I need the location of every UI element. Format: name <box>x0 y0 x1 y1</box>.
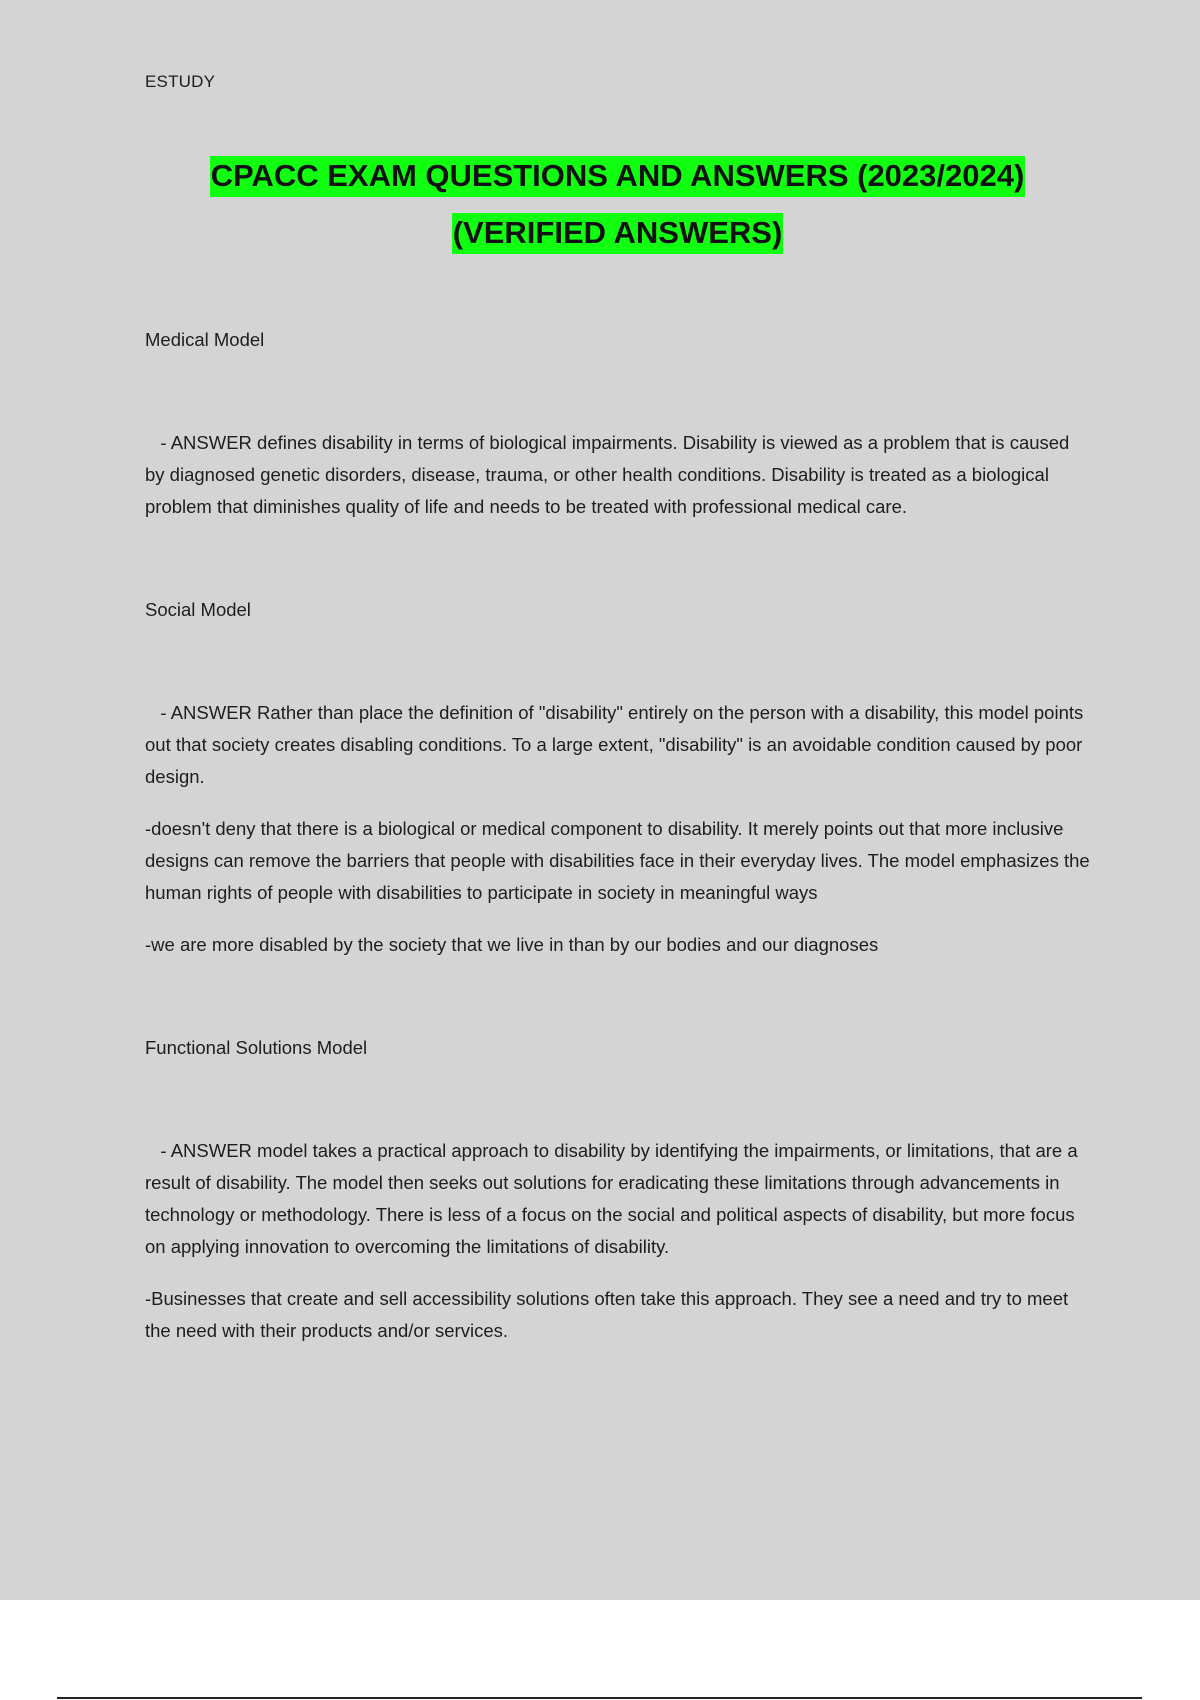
title-line-1: CPACC EXAM QUESTIONS AND ANSWERS (2023/2024) <box>210 156 1026 197</box>
answer-text: - ANSWER model takes a practical approach to disability by identifying the impairments, or limitations, that are a result of disability. The model then seeks out solutions for eradicating these limitations through advancements in technology or methodology. There is less of a focus on the social and political aspects of disability, but more focus on applying innovation to overcoming the limitations of disability. <box>145 1140 1083 1257</box>
qa-content <box>145 324 1090 1347</box>
document-header: ESTUDY <box>145 72 216 91</box>
question-term: Functional Solutions Model <box>145 1037 368 1058</box>
question-term: Medical Model <box>145 329 265 350</box>
answer-note: -doesn't deny that there is a biological or medical component to disability. It merely points out that more inclusive designs can remove the barriers that people with disabilities face in their everyday lives. The model emphasizes the human rights of people with disabilities to participate in society in meaningful ways <box>145 818 1090 903</box>
answer-text: - ANSWER Rather than place the definition of "disability" entirely on the person with a disability, this model points out that society creates disabling conditions. To a large extent, "disability" is an avoidable condition caused by poor design. <box>145 702 1089 787</box>
footer-divider <box>57 1697 1142 1699</box>
answer-note: -Businesses that create and sell accessibility solutions often take this approach. They see a need and try to meet the need with their products and/or services. <box>145 1288 1069 1341</box>
answer-text: - ANSWER defines disability in terms of biological impairments. Disability is viewed as a problem that is caused by diagnosed genetic disorders, disease, trauma, or other health conditions. Disability is treated as a biological problem that diminishes quality of life and needs to be treated with professional medical care. <box>145 432 1075 517</box>
title-line-2: (VERIFIED ANSWERS) <box>452 213 784 254</box>
answer-note: -we are more disabled by the society that we live in than by our bodies and our diagnoses <box>145 934 879 955</box>
question-term: Social Model <box>145 599 251 620</box>
document-title <box>0 150 1200 264</box>
